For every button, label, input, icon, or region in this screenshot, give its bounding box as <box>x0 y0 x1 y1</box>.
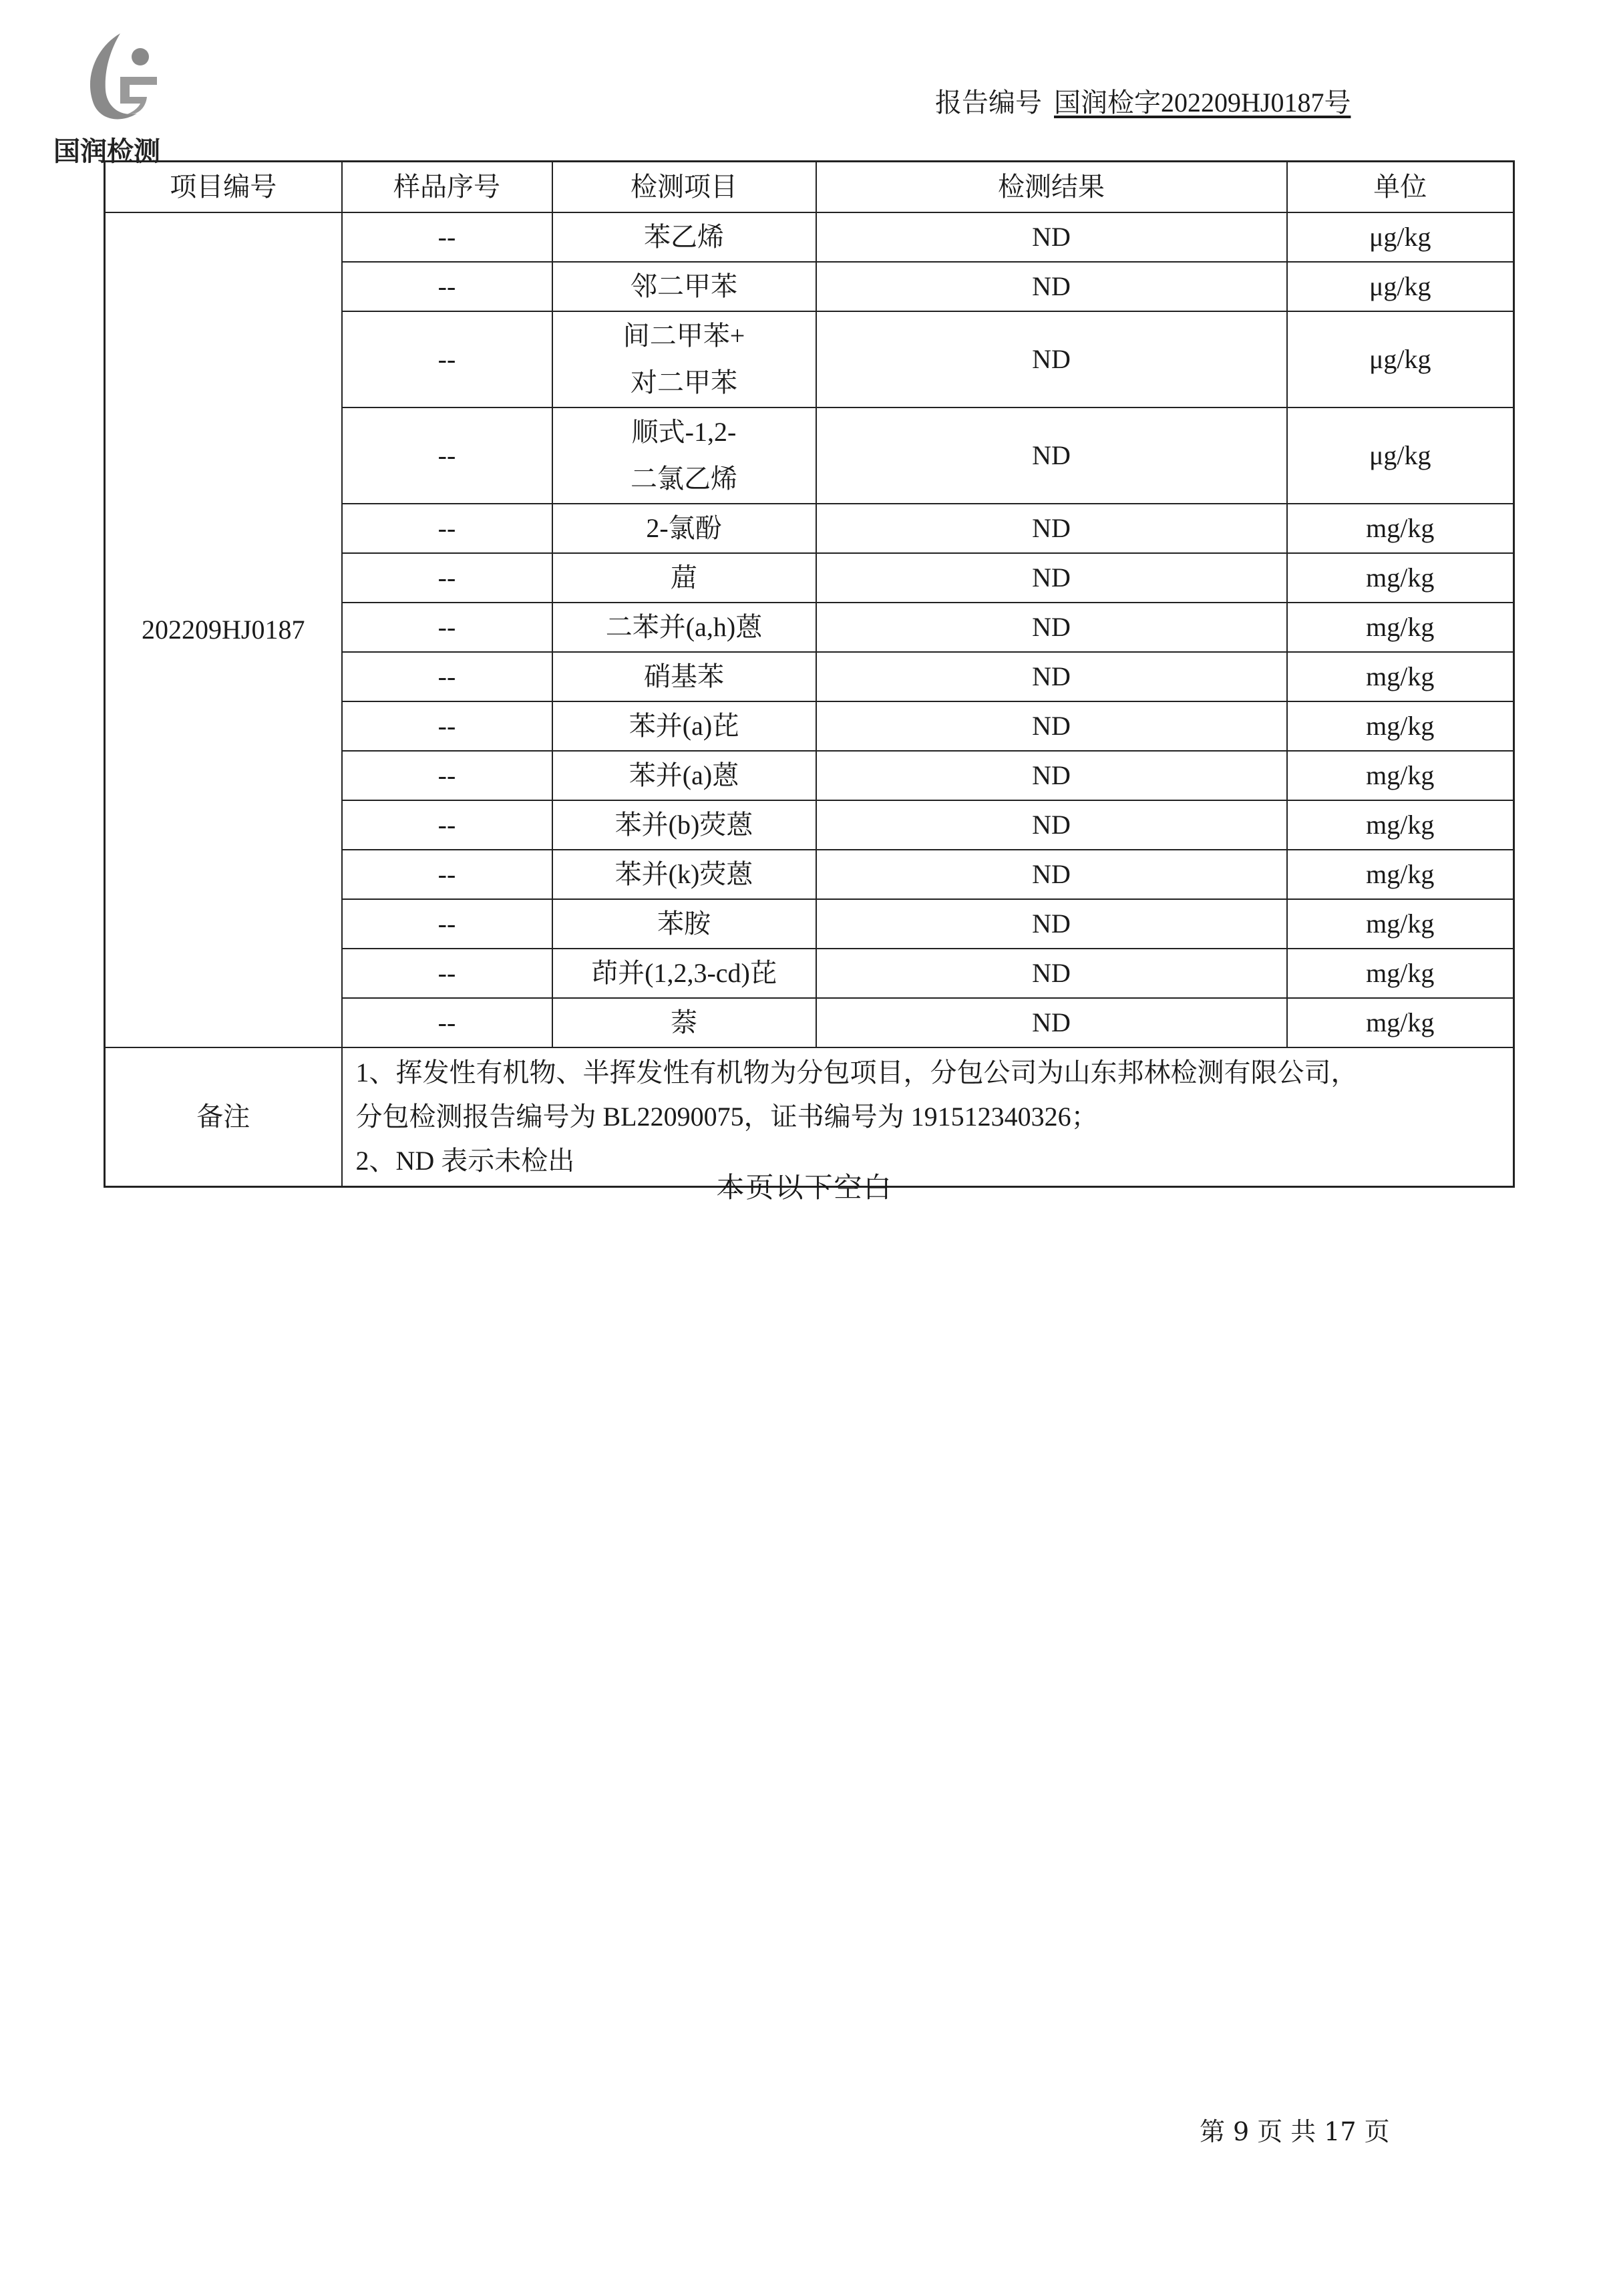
header-test-result: 检测结果 <box>816 162 1287 213</box>
result-cell: ND <box>816 553 1287 603</box>
test-item-line2: 对二甲苯 <box>631 367 737 397</box>
sample-seq-cell: -- <box>342 751 552 800</box>
test-item-line1: 顺式-1,2- <box>631 417 737 447</box>
unit-cell: μg/kg <box>1287 311 1514 407</box>
unit-cell: mg/kg <box>1287 701 1514 751</box>
test-item-cell: 苯乙烯 <box>552 212 816 262</box>
unit-cell: mg/kg <box>1287 504 1514 553</box>
result-cell: ND <box>816 504 1287 553</box>
unit-cell: mg/kg <box>1287 949 1514 998</box>
result-cell: ND <box>816 701 1287 751</box>
unit-cell: mg/kg <box>1287 603 1514 652</box>
result-cell: ND <box>816 262 1287 311</box>
result-cell: ND <box>816 751 1287 800</box>
sample-seq-cell: -- <box>342 899 552 949</box>
sample-seq-cell: -- <box>342 603 552 652</box>
result-cell: ND <box>816 800 1287 850</box>
header-project-id: 项目编号 <box>105 162 342 213</box>
sample-seq-cell: -- <box>342 850 552 899</box>
result-cell: ND <box>816 652 1287 701</box>
report-number-value: 国润检字202209HJ0187号 <box>1054 88 1351 118</box>
header-sample-seq: 样品序号 <box>342 162 552 213</box>
sample-seq-cell: -- <box>342 262 552 311</box>
page-total-word: 共 <box>1290 2117 1316 2146</box>
project-id-cell: 202209HJ0187 <box>105 212 342 1047</box>
page-word: 页 <box>1257 2117 1283 2146</box>
blank-below-notice: 本页以下空白 <box>716 1173 893 1204</box>
note-line: 2、ND 表示未检出 <box>355 1146 575 1176</box>
page-suffix: 页 <box>1364 2117 1390 2146</box>
unit-cell: mg/kg <box>1287 998 1514 1047</box>
result-cell: ND <box>816 998 1287 1047</box>
test-item-line1: 间二甲苯+ <box>622 321 745 351</box>
test-item-cell: 茚并(1,2,3-cd)芘 <box>552 949 816 998</box>
test-item-cell: 硝基苯 <box>552 652 816 701</box>
note-line: 分包检测报告编号为 BL22090075，证书编号为 191512340326； <box>355 1102 1098 1132</box>
result-cell: ND <box>816 603 1287 652</box>
report-number-label: 报告编号 <box>935 88 1042 118</box>
header-unit: 单位 <box>1287 162 1514 213</box>
page-number <box>1196 2111 1394 2148</box>
page-current: 9 <box>1233 2117 1250 2146</box>
sample-seq-cell: -- <box>342 800 552 850</box>
unit-cell: mg/kg <box>1287 553 1514 603</box>
page-total: 17 <box>1324 2117 1357 2146</box>
result-cell: ND <box>816 899 1287 949</box>
unit-cell: μg/kg <box>1287 262 1514 311</box>
test-item-cell <box>552 311 816 407</box>
unit-cell: mg/kg <box>1287 652 1514 701</box>
test-item-cell: 二苯并(a,h)蒽 <box>552 603 816 652</box>
note-line: 1、挥发性有机物、半挥发性有机物为分包项目，分包公司为山东邦林检测有限公司， <box>355 1057 1358 1088</box>
sample-seq-cell: -- <box>342 652 552 701</box>
test-item-cell: 萘 <box>552 998 816 1047</box>
test-item-cell: 苯并(a)芘 <box>552 701 816 751</box>
result-cell: ND <box>816 850 1287 899</box>
test-item-cell: 邻二甲苯 <box>552 262 816 311</box>
sample-seq-cell: -- <box>342 553 552 603</box>
unit-cell: mg/kg <box>1287 850 1514 899</box>
test-item-cell <box>552 407 816 504</box>
report-number <box>935 81 1351 120</box>
unit-cell: mg/kg <box>1287 899 1514 949</box>
result-cell: ND <box>816 212 1287 262</box>
company-logo <box>53 30 187 170</box>
test-item-cell: 䓛 <box>552 553 816 603</box>
result-cell: ND <box>816 407 1287 504</box>
result-cell: ND <box>816 311 1287 407</box>
sample-seq-cell: -- <box>342 311 552 407</box>
page-prefix: 第 <box>1200 2117 1226 2146</box>
unit-cell: mg/kg <box>1287 751 1514 800</box>
sample-seq-cell: -- <box>342 212 552 262</box>
test-item-cell: 苯并(a)蒽 <box>552 751 816 800</box>
sample-seq-cell: -- <box>342 701 552 751</box>
logo-mark-icon <box>73 30 174 127</box>
sample-seq-cell: -- <box>342 949 552 998</box>
unit-cell: μg/kg <box>1287 407 1514 504</box>
test-item-line2: 二氯乙烯 <box>631 464 737 494</box>
results-table <box>104 160 1515 1188</box>
header-test-item: 检测项目 <box>552 162 816 213</box>
unit-cell: μg/kg <box>1287 212 1514 262</box>
unit-cell: mg/kg <box>1287 800 1514 850</box>
sample-seq-cell: -- <box>342 407 552 504</box>
notes-label: 备注 <box>105 1047 342 1187</box>
test-item-cell: 苯胺 <box>552 899 816 949</box>
result-cell: ND <box>816 949 1287 998</box>
logo-text: 国润检测 <box>53 136 160 167</box>
test-item-cell: 苯并(b)荧蒽 <box>552 800 816 850</box>
sample-seq-cell: -- <box>342 998 552 1047</box>
sample-seq-cell: -- <box>342 504 552 553</box>
table-header-row <box>105 162 1514 213</box>
test-item-cell: 2-氯酚 <box>552 504 816 553</box>
test-item-cell: 苯并(k)荧蒽 <box>552 850 816 899</box>
table-row <box>105 212 1514 262</box>
